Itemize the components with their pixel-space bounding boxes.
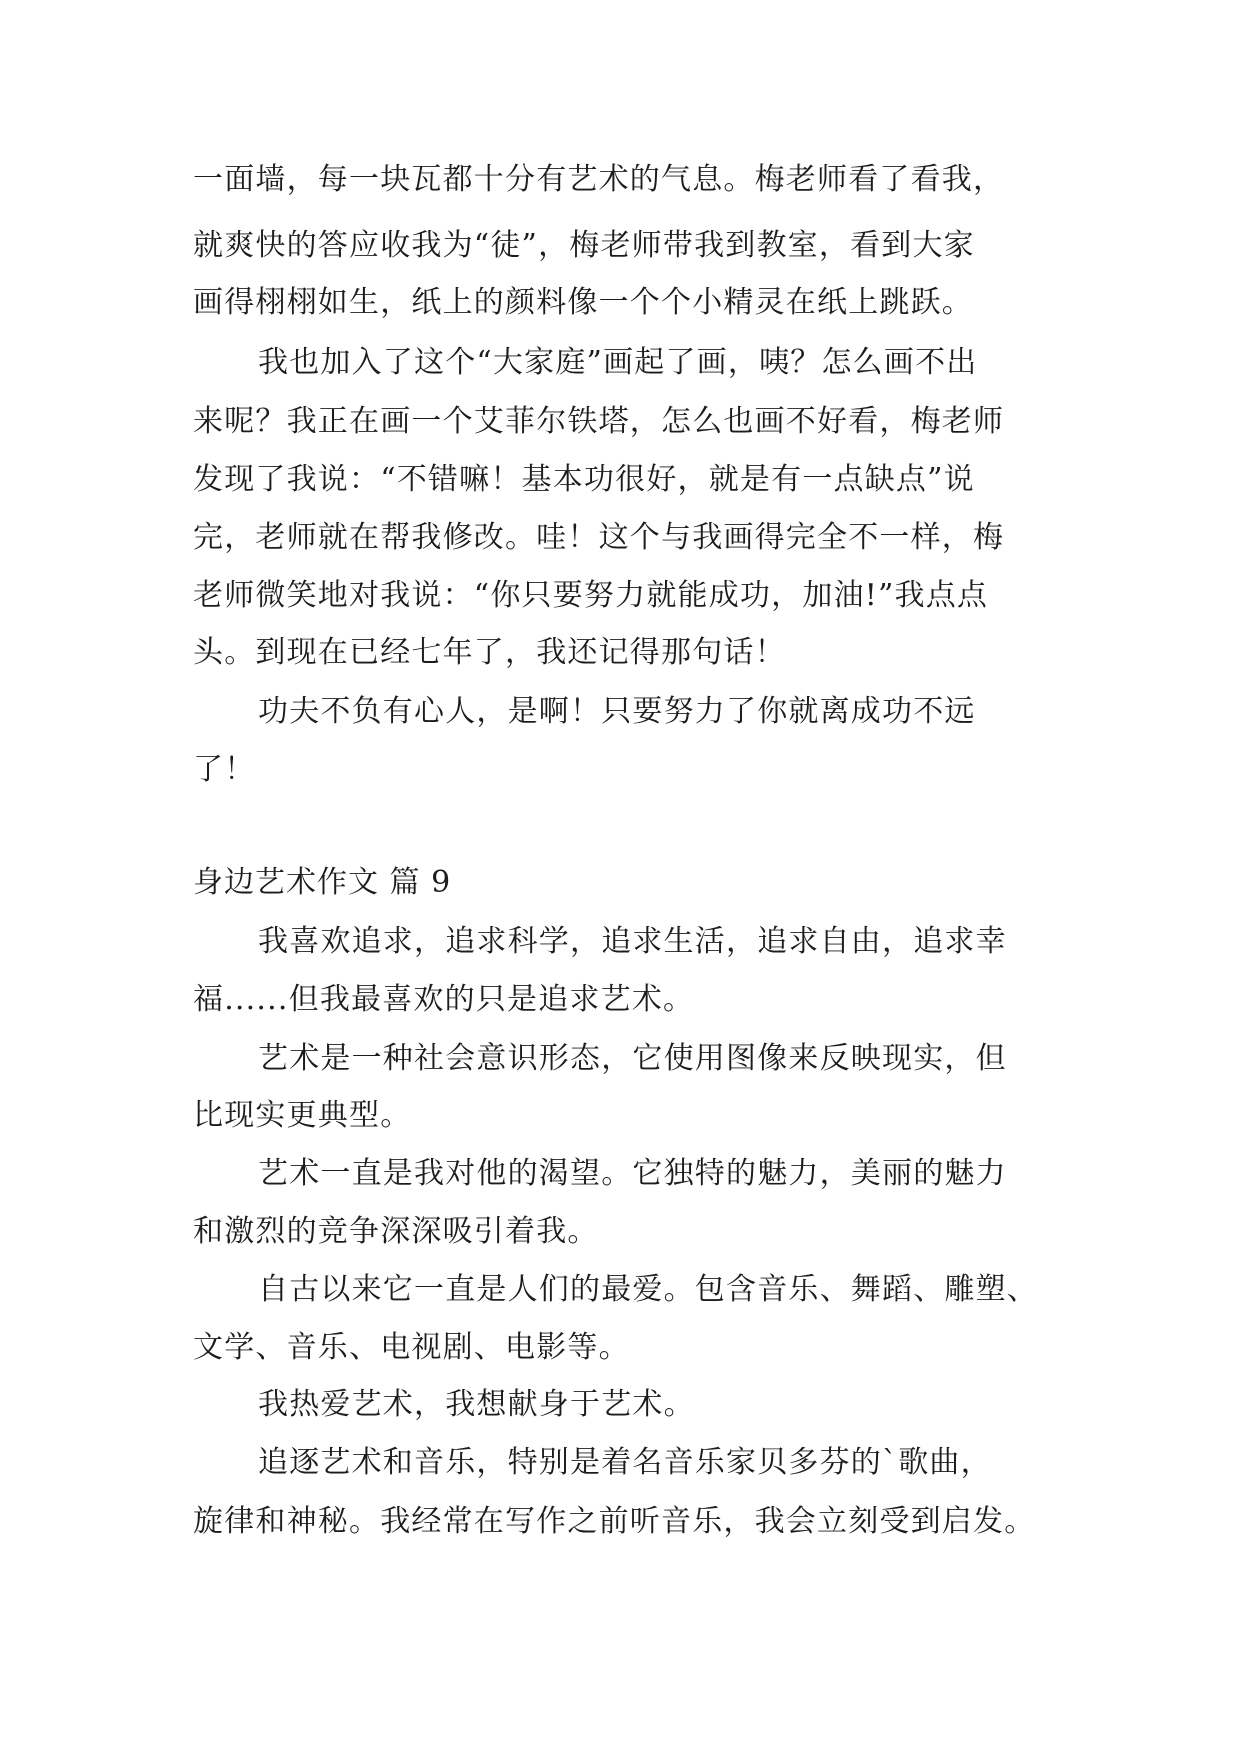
text-line: 就爽快的答应收我为“徒”，梅老师带我到教室，看到大家 <box>193 228 975 263</box>
text-line: 旋律和神秘。我经常在写作之前听音乐，我会立刻受到启发。 <box>193 1504 1036 1539</box>
text-line: 老师微笑地对我说：“你只要努力就能成功，加油!”我点点 <box>193 578 989 613</box>
paragraph-first-line: 我也加入了这个“大家庭”画起了画，咦？怎么画不出 <box>258 345 978 380</box>
text-line: 了！ <box>193 752 256 787</box>
text-line: 发现了我说：“不错嘛！基本功很好，就是有一点缺点”说 <box>193 462 975 497</box>
section-heading: 身边艺术作文 篇 9 <box>193 865 452 900</box>
paragraph-first-line: 艺术是一种社会意识形态，它使用图像来反映现实，但 <box>258 1041 1007 1076</box>
text-line: 比现实更典型。 <box>193 1098 412 1133</box>
paragraph-first-line: 我热爱艺术，我想献身于艺术。 <box>258 1387 695 1422</box>
text-line: 来呢？我正在画一个艾菲尔铁塔，怎么也画不好看，梅老师 <box>193 404 1005 439</box>
text-line: 一面墙，每一块瓦都十分有艺术的气息。梅老师看了看我， <box>193 162 1005 197</box>
text-line: 完，老师就在帮我修改。哇！这个与我画得完全不一样，梅 <box>193 520 1005 555</box>
paragraph-first-line: 艺术一直是我对他的渴望。它独特的魅力，美丽的魅力 <box>258 1156 1007 1191</box>
paragraph-first-line: 自古以来它一直是人们的最爱。包含音乐、舞蹈、雕塑、 <box>258 1272 1038 1307</box>
text-line: 文学、音乐、电视剧、电影等。 <box>193 1330 630 1365</box>
paragraph-first-line: 我喜欢追求，追求科学，追求生活，追求自由，追求幸 <box>258 924 1007 959</box>
text-line: 头。到现在已经七年了，我还记得那句话！ <box>193 635 786 670</box>
text-line: 福......但我最喜欢的只是追求艺术。 <box>193 982 695 1017</box>
text-line: 和激烈的竞争深深吸引着我。 <box>193 1214 599 1249</box>
paragraph-first-line: 功夫不负有心人，是啊！只要努力了你就离成功不远 <box>258 694 976 729</box>
text-line: 画得栩栩如生，纸上的颜料像一个个小精灵在纸上跳跃。 <box>193 285 973 320</box>
paragraph-first-line: 追逐艺术和音乐，特别是着名音乐家贝多芬的`歌曲， <box>258 1445 992 1480</box>
